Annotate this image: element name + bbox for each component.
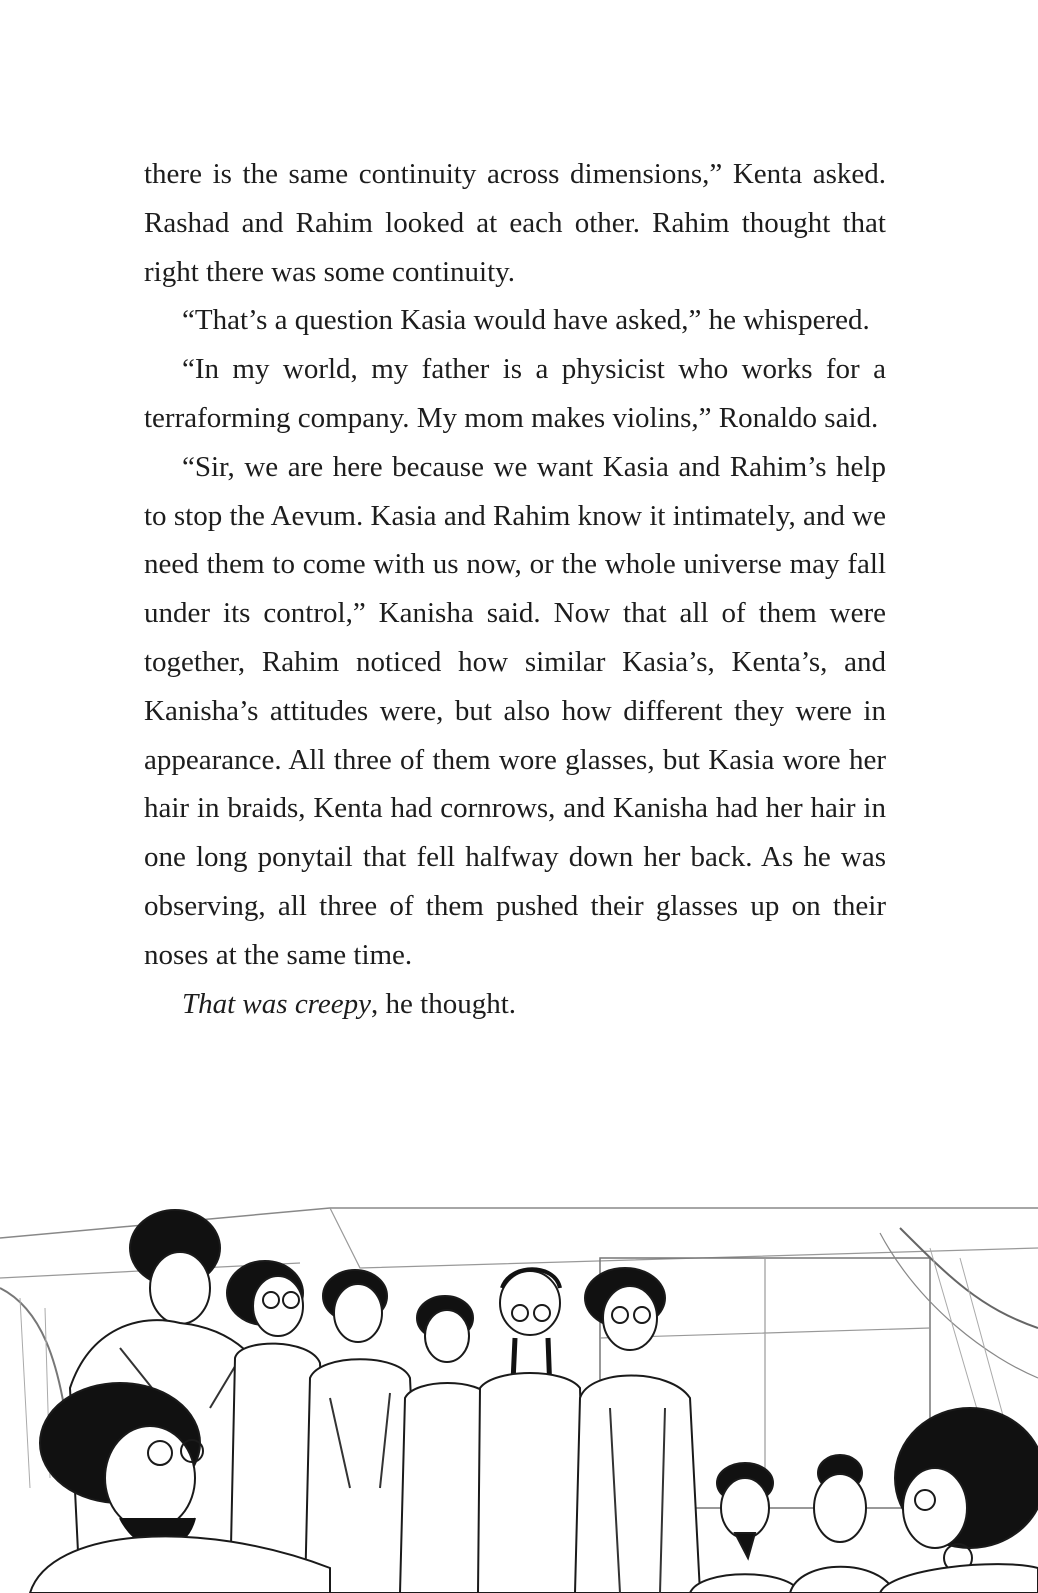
italic-thought: That was creepy <box>182 987 372 1020</box>
paragraph-tail: , he thought. <box>371 987 517 1020</box>
paragraph: “That’s a question Kasia would have asked,” he whispered. <box>182 304 870 337</box>
paragraph-continued: there is the same continuity across dimensions,” Kenta asked. Rashad and Rahim looked at each other. Rahim thought that right there was some continuity. <box>144 158 886 288</box>
body-text <box>144 150 886 1028</box>
paragraph: “In my world, my father is a physicist who works for a terraforming company. My mom makes violins,” Ronaldo said. <box>144 353 886 434</box>
paragraph: “Sir, we are here because we want Kasia and Rahim’s help to stop the Aevum. Kasia and Rahim know it intimately, and we need them to come with us now, or the whole universe may fall under its control,” Kanisha said. Now that all of them were together, Rahim noticed how similar Kasia’s, Kenta’s, and Kanisha’s attitudes were, but also how different they were in appearance. All three of them wore glasses, but Kasia wore her hair in braids, Kenta had cornrows, and Kanisha had her hair in one long ponytail that fell halfway down her back. As he was observing, all three of them pushed their glasses up on their noses at the same time. <box>144 450 886 971</box>
group-illustration <box>0 1188 1038 1593</box>
paragraph-final <box>144 980 886 1029</box>
